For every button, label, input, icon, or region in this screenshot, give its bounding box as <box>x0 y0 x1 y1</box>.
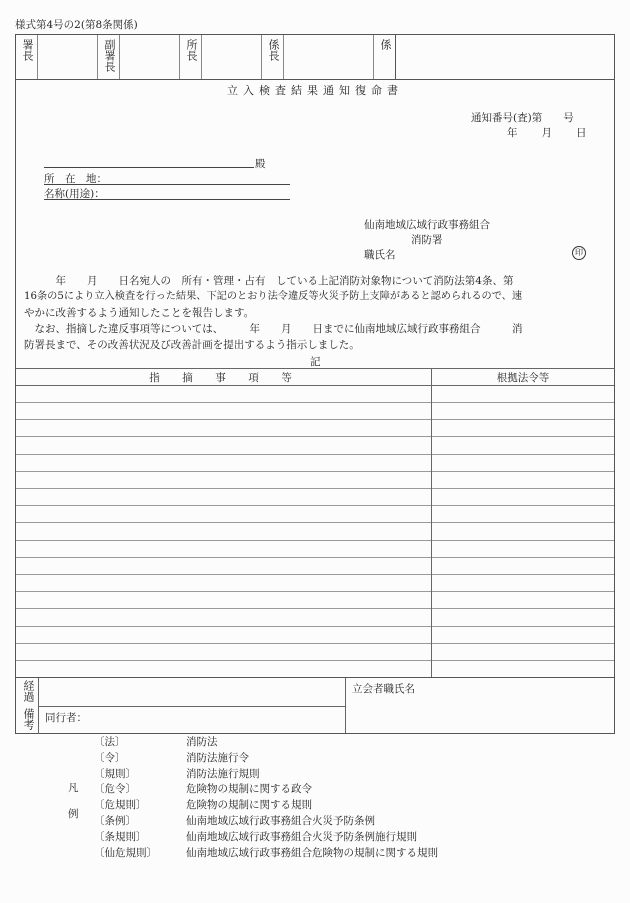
seal-icon: 印 <box>572 246 586 260</box>
approval-stamp-row <box>15 34 615 80</box>
name-usage-label: 名称(用途)： <box>44 188 105 200</box>
table-row[interactable] <box>16 471 614 489</box>
table-row[interactable] <box>16 660 614 677</box>
table-row[interactable] <box>16 557 614 575</box>
progress-field[interactable] <box>38 678 346 707</box>
legend-full: 仙南地域広域行政事務組合火災予防条例 <box>186 814 375 827</box>
legend-title-text: 凡例 <box>68 782 79 820</box>
addressee-field[interactable] <box>44 167 254 168</box>
stamp-box-chief[interactable] <box>38 35 98 79</box>
legend-abbr: 〔条例〕 <box>94 814 136 827</box>
label-staff: 係 <box>374 35 396 79</box>
legend-abbr: 〔法〕 <box>94 736 126 748</box>
table-row[interactable] <box>16 488 614 506</box>
ki-label: 記 <box>310 356 321 368</box>
label-station-chief: 所長 <box>180 35 202 79</box>
legend-abbr: 〔危規則〕 <box>94 799 147 812</box>
legend-full: 仙南地域広域行政事務組合危険物の規制に関する規則 <box>186 846 438 859</box>
label-deputy-chief: 副署長 <box>98 35 120 79</box>
column-divider <box>431 369 432 677</box>
body-line-4: なお、指摘した違反事項等については、 年 月 日までに仙南地域広域行政事務組合 消 <box>24 323 523 335</box>
legend-item <box>94 751 438 767</box>
table-row[interactable] <box>16 523 614 541</box>
label-section-chief: 係長 <box>262 35 284 79</box>
body-paragraph <box>16 273 616 353</box>
legend-full: 仙南地域広域行政事務組合火災予防条例施行規則 <box>186 830 417 843</box>
legend-full: 消防法 <box>186 736 218 748</box>
witness-label: 立会者職氏名 <box>352 683 415 695</box>
label-chief: 署長 <box>16 35 38 79</box>
legend-item <box>94 767 438 783</box>
legend-full: 危険物の規制に関する政令 <box>186 783 312 796</box>
legend-abbr: 〔規則〕 <box>94 767 136 780</box>
legend-item <box>94 830 438 846</box>
remarks-label: 備考 <box>22 708 35 730</box>
legend-abbr: 〔仙危規則〕 <box>94 846 157 859</box>
officer-label: 職氏名 <box>364 249 396 261</box>
document-body <box>15 79 615 369</box>
table-row[interactable] <box>16 643 614 661</box>
stamp-box-station-chief[interactable] <box>202 35 262 79</box>
legend-full: 消防法施行令 <box>186 751 249 764</box>
legend-title <box>68 775 79 827</box>
table-row[interactable] <box>16 385 614 403</box>
legend-item <box>94 846 438 862</box>
location-label: 所 在 地： <box>44 173 107 185</box>
table-row[interactable] <box>16 505 614 523</box>
location-field[interactable] <box>44 171 290 185</box>
table-row[interactable] <box>16 574 614 592</box>
stamp-box-staff[interactable] <box>396 35 614 79</box>
stamp-box-section-chief[interactable] <box>284 35 374 79</box>
remarks-field[interactable] <box>38 706 346 734</box>
org-name: 仙南地域広域行政事務組合 <box>364 219 490 231</box>
remarks-section <box>15 677 615 734</box>
legend-item <box>94 814 438 830</box>
table-row[interactable] <box>16 591 614 609</box>
witness-field[interactable] <box>345 678 614 733</box>
document-title: 立入検査結果通知復命書 <box>227 84 403 97</box>
notice-date: 年 月 日 <box>507 127 588 139</box>
table-row[interactable] <box>16 609 614 627</box>
companion-label: 同行者： <box>45 712 87 724</box>
body-line-2: 16条の5により立入検査を行った結果、下記のとおり法令違反等火災予防上支障があると認められるので、速 <box>24 291 523 302</box>
findings-table <box>15 368 615 678</box>
table-row[interactable] <box>16 454 614 472</box>
legend-abbr: 〔危令〕 <box>94 783 136 796</box>
table-row[interactable] <box>16 402 614 420</box>
notice-number: 通知番号(査)第 号 <box>471 112 574 124</box>
legend-full: 危険物の規制に関する規則 <box>186 799 312 812</box>
addressee-suffix: 殿 <box>255 158 266 170</box>
stamp-box-deputy-chief[interactable] <box>120 35 180 79</box>
header-legal-basis: 根拠法令等 <box>496 372 550 384</box>
legend-item <box>94 798 438 814</box>
table-row[interactable] <box>16 626 614 644</box>
legend-item <box>94 735 438 751</box>
body-line-1: 年 月 日名宛人の 所有・管理・占有 している上記消防対象物について消防法第4条、第 <box>24 275 514 287</box>
body-line-5: 防署長まで、その改善状況及び改善計画を提出するよう指示しました。 <box>24 339 360 351</box>
legend-abbr: 〔条規則〕 <box>94 830 147 843</box>
table-header <box>16 369 614 386</box>
legend-full: 消防法施行規則 <box>186 767 260 780</box>
body-line-3: やかに改善するよう通知したことを報告します。 <box>24 307 255 319</box>
legend-list <box>94 735 438 861</box>
table-row[interactable] <box>16 540 614 558</box>
legend-abbr: 〔令〕 <box>94 751 126 764</box>
dept-name: 消防署 <box>411 234 443 246</box>
table-row[interactable] <box>16 437 614 455</box>
form-caption: 様式第4号の2(第8条関係) <box>15 19 138 31</box>
header-findings: 指 摘 事 項 等 <box>149 372 298 384</box>
legend-item <box>94 782 438 798</box>
progress-label: 経過 <box>22 680 35 702</box>
name-usage-field[interactable] <box>44 186 290 200</box>
table-row[interactable] <box>16 419 614 437</box>
